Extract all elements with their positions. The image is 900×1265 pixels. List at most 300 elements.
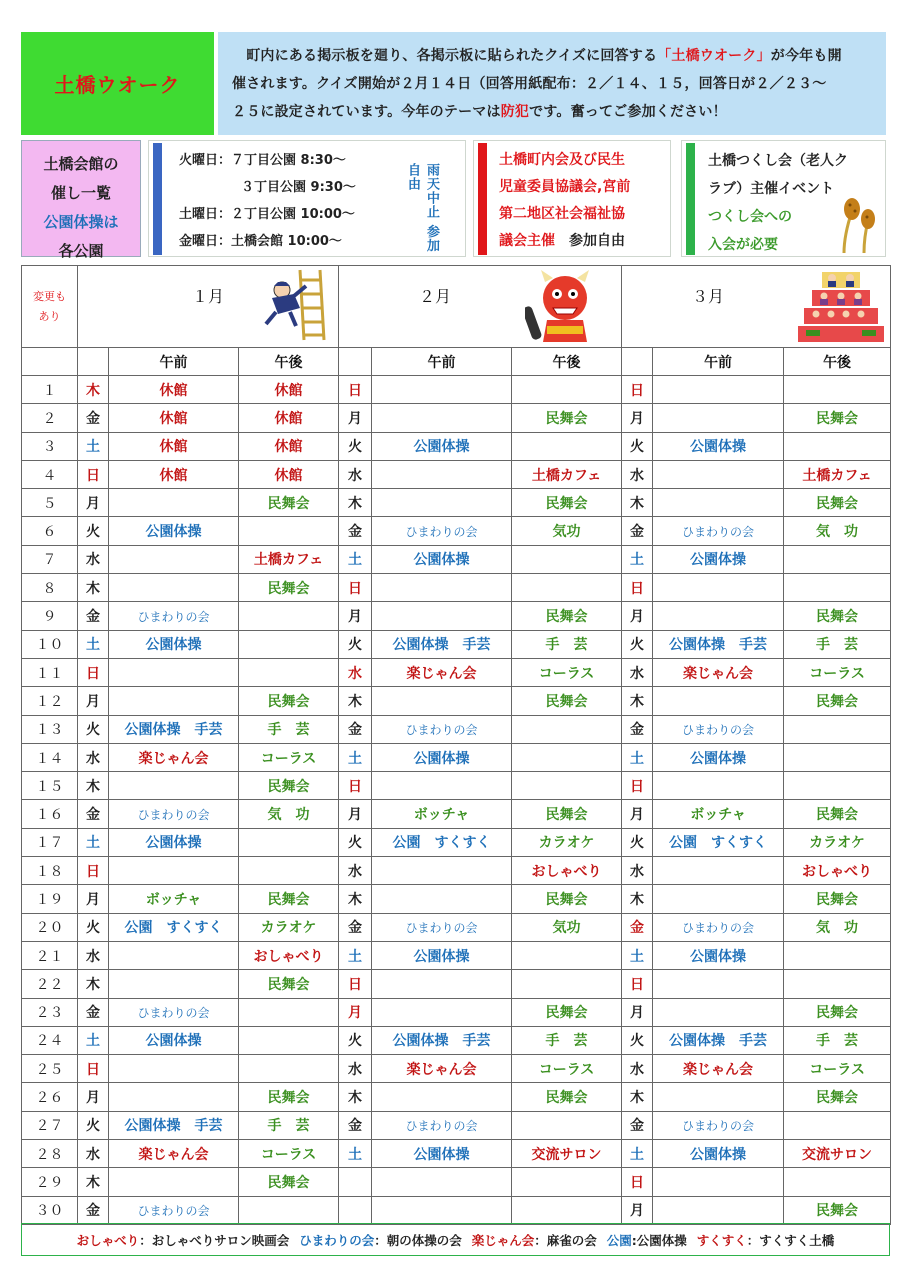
weekday: 金: [78, 602, 109, 630]
weekday: 月: [78, 687, 109, 715]
event-pm: 手 芸: [784, 630, 891, 658]
weekday: 月: [622, 800, 653, 828]
event-pm: 休館: [239, 404, 339, 432]
weekday: 木: [339, 687, 372, 715]
weekday: [339, 1196, 372, 1224]
event-pm: 気 功: [784, 913, 891, 941]
event-pm: 民舞会: [239, 1083, 339, 1111]
weekday: 金: [339, 715, 372, 743]
event-am: [109, 970, 239, 998]
day-number: ９: [22, 602, 78, 630]
weekday: 金: [622, 517, 653, 545]
event-am: ひまわりの会: [372, 517, 512, 545]
table-row: [22, 687, 891, 715]
weekday: 木: [78, 574, 109, 602]
legend-desc: ：おしゃべりサロン映画会: [139, 1232, 290, 1248]
event-pm: 民舞会: [239, 489, 339, 517]
event-pm: [784, 772, 891, 800]
event-am: [109, 772, 239, 800]
event-am: [372, 602, 512, 630]
weekday: 火: [622, 630, 653, 658]
event-am: [653, 1083, 784, 1111]
event-pm: [239, 658, 339, 686]
weekday: 金: [339, 913, 372, 941]
event-pm: [784, 574, 891, 602]
event-am: [372, 885, 512, 913]
event-title: 土橋ウオーク: [21, 32, 214, 135]
legend-item: [299, 1231, 462, 1249]
event-am: 公園体操: [653, 941, 784, 969]
table-row: [22, 1083, 891, 1111]
event-pm: 気 功: [239, 800, 339, 828]
weekday: 月: [622, 602, 653, 630]
legend-desc: :公園体操: [631, 1232, 687, 1248]
day-number: １: [22, 376, 78, 404]
calendar-subheader: [22, 348, 891, 376]
event-pm: 民舞会: [784, 404, 891, 432]
weekday: 土: [339, 1140, 372, 1168]
event-am: [372, 687, 512, 715]
event-am: 楽じゃん会: [653, 1055, 784, 1083]
weekday: 月: [622, 404, 653, 432]
event-pm: 手 芸: [239, 1111, 339, 1139]
event-am: 楽じゃん会: [109, 1140, 239, 1168]
weekday: 土: [622, 1140, 653, 1168]
table-row: [22, 432, 891, 460]
weekday: 水: [622, 857, 653, 885]
weekday: 金: [78, 998, 109, 1026]
event-pm: 土橋カフェ: [239, 545, 339, 573]
legend-term: ひまわりの会: [299, 1232, 375, 1248]
legend-term: おしゃべり: [76, 1232, 140, 1248]
am-header: 午前: [109, 348, 239, 376]
event-pm: おしゃべり: [784, 857, 891, 885]
weekday: 金: [78, 1196, 109, 1224]
weekday: 木: [78, 970, 109, 998]
weekday: 日: [622, 376, 653, 404]
day-number: ２８: [22, 1140, 78, 1168]
weekday: 金: [339, 517, 372, 545]
event-am: 公園 すくすく: [372, 828, 512, 856]
am-header: 午前: [653, 348, 784, 376]
weekday: 月: [339, 998, 372, 1026]
event-pm: 民舞会: [512, 602, 622, 630]
event-pm: 民舞会: [784, 602, 891, 630]
event-am: [653, 602, 784, 630]
event-am: [372, 460, 512, 488]
table-row: [22, 517, 891, 545]
weekday: 日: [78, 857, 109, 885]
event-am: 公園体操: [372, 941, 512, 969]
event-pm: [512, 970, 622, 998]
event-am: 休館: [109, 460, 239, 488]
event-am: 公園体操 手芸: [372, 630, 512, 658]
table-row: [22, 460, 891, 488]
legend-desc: ：すくすく土橋: [746, 1232, 835, 1248]
weekday: 火: [78, 715, 109, 743]
event-am: ひまわりの会: [372, 715, 512, 743]
event-am: 公園体操: [109, 630, 239, 658]
event-am: [109, 857, 239, 885]
event-am: 公園 すくすく: [653, 828, 784, 856]
day-number: ２: [22, 404, 78, 432]
table-row: [22, 1055, 891, 1083]
table-row: [22, 630, 891, 658]
table-row: [22, 885, 891, 913]
event-pm: おしゃべり: [239, 941, 339, 969]
event-pm: コーラス: [239, 1140, 339, 1168]
event-am: ボッチャ: [653, 800, 784, 828]
event-pm: 気功: [512, 517, 622, 545]
event-pm: おしゃべり: [512, 857, 622, 885]
event-am: ひまわりの会: [653, 913, 784, 941]
month-header-2: ２月: [339, 266, 622, 348]
day-number: １０: [22, 630, 78, 658]
weekday: 土: [339, 545, 372, 573]
event-pm: [784, 941, 891, 969]
event-pm: [512, 941, 622, 969]
weekday: 木: [622, 489, 653, 517]
event-am: 楽じゃん会: [372, 658, 512, 686]
event-description: 町内にある掲示板を廻り、各掲示板に貼られたクイズに回答する「土橋ウオーク」が今年も開 催されます。クイズ開始が２月１４日（回答用紙配布：２／１４、１５，回答日が２／２３～ ２５に設定されています。今年のテーマは防犯です。奮ってご参加ください！: [218, 32, 886, 135]
council-box: 土橋町内会及び民生 児童委員協議会,宮前 第二地区社会福祉協 議会主催 参加自由: [473, 140, 671, 257]
event-am: 公園体操: [109, 1026, 239, 1054]
event-am: [653, 574, 784, 602]
legend-term: すくすく: [696, 1232, 747, 1248]
legend-term: 公園: [606, 1232, 632, 1248]
table-row: [22, 1026, 891, 1054]
event-pm: [512, 1111, 622, 1139]
event-am: [653, 460, 784, 488]
weekday: 木: [339, 489, 372, 517]
weekday: 日: [339, 376, 372, 404]
event-pm: 民舞会: [512, 800, 622, 828]
event-am: [109, 1083, 239, 1111]
event-pm: 土橋カフェ: [784, 460, 891, 488]
weekday: 火: [78, 913, 109, 941]
day-number: ２１: [22, 941, 78, 969]
day-number: １２: [22, 687, 78, 715]
weekday: 月: [339, 602, 372, 630]
table-row: [22, 743, 891, 771]
event-pm: 手 芸: [784, 1026, 891, 1054]
weekday: 日: [622, 574, 653, 602]
exercise-schedule-box: [148, 140, 466, 257]
event-am: [653, 857, 784, 885]
weekday: 木: [78, 1168, 109, 1196]
weekday: 月: [622, 998, 653, 1026]
weekday: 金: [78, 800, 109, 828]
day-number: １５: [22, 772, 78, 800]
weekday: 水: [622, 1055, 653, 1083]
event-pm: 手 芸: [512, 630, 622, 658]
weekday: 火: [339, 630, 372, 658]
weekday: 日: [622, 1168, 653, 1196]
event-pm: 休館: [239, 460, 339, 488]
event-am: ボッチャ: [109, 885, 239, 913]
event-am: ひまわりの会: [109, 800, 239, 828]
day-number: ２５: [22, 1055, 78, 1083]
day-number: ２９: [22, 1168, 78, 1196]
legend: [21, 1223, 890, 1256]
event-am: [109, 687, 239, 715]
weekday: 木: [339, 1083, 372, 1111]
event-am: 公園体操: [372, 432, 512, 460]
table-row: [22, 998, 891, 1026]
weekday: 日: [78, 658, 109, 686]
event-am: [372, 970, 512, 998]
weekday: 月: [622, 1196, 653, 1224]
event-pm: コーラス: [512, 1055, 622, 1083]
event-pm: コーラス: [239, 743, 339, 771]
event-am: ひまわりの会: [653, 517, 784, 545]
event-am: [109, 545, 239, 573]
weekday: 水: [78, 743, 109, 771]
event-pm: [784, 545, 891, 573]
event-am: [653, 885, 784, 913]
weekday: 日: [78, 460, 109, 488]
legend-item: [607, 1231, 687, 1249]
oni-demon-icon: [525, 268, 601, 344]
event-am: [109, 489, 239, 517]
event-am: 休館: [109, 404, 239, 432]
event-pm: 民舞会: [784, 1083, 891, 1111]
event-pm: 交流サロン: [784, 1140, 891, 1168]
event-pm: [512, 743, 622, 771]
event-pm: 民舞会: [784, 885, 891, 913]
event-am: 公園体操 手芸: [372, 1026, 512, 1054]
venue-box: 土橋会館の 催し一覧 公園体操は 各公園: [21, 140, 141, 257]
weekday: 月: [78, 489, 109, 517]
day-number: ５: [22, 489, 78, 517]
event-pm: [239, 828, 339, 856]
pm-header: 午後: [784, 348, 891, 376]
event-am: 休館: [109, 376, 239, 404]
event-am: [372, 1196, 512, 1224]
event-pm: [239, 602, 339, 630]
day-number: ４: [22, 460, 78, 488]
pm-header: 午後: [512, 348, 622, 376]
day-number: １３: [22, 715, 78, 743]
event-pm: カラオケ: [784, 828, 891, 856]
event-pm: 気功: [512, 913, 622, 941]
day-number: ２７: [22, 1111, 78, 1139]
event-am: [653, 687, 784, 715]
weekday: 火: [339, 828, 372, 856]
weekday: 土: [622, 545, 653, 573]
event-am: [372, 376, 512, 404]
am-header: 午前: [372, 348, 512, 376]
weekday: 水: [339, 460, 372, 488]
weekday: 金: [339, 1111, 372, 1139]
event-am: [372, 1168, 512, 1196]
day-number: ２４: [22, 1026, 78, 1054]
schedule-list: 火曜日：７丁目公園 8:30～ ３丁目公園 9:30～ 土曜日：２丁目公園 10:00～ 金曜日：土橋会館 10:00～: [179, 153, 356, 249]
event-pm: コーラス: [784, 1055, 891, 1083]
table-row: [22, 715, 891, 743]
event-pm: 交流サロン: [512, 1140, 622, 1168]
weekday: 日: [622, 772, 653, 800]
weekday: 日: [339, 574, 372, 602]
weekday: 木: [622, 1083, 653, 1111]
day-number: ２６: [22, 1083, 78, 1111]
event-pm: 民舞会: [784, 1196, 891, 1224]
event-pm: 民舞会: [512, 998, 622, 1026]
change-note: 変更もあり: [22, 266, 78, 348]
event-am: ひまわりの会: [372, 913, 512, 941]
weekday: 水: [339, 658, 372, 686]
table-row: [22, 376, 891, 404]
weekday: 火: [622, 828, 653, 856]
table-row: [22, 828, 891, 856]
weekday: 水: [78, 941, 109, 969]
weekday: 木: [339, 885, 372, 913]
event-am: 公園体操: [653, 743, 784, 771]
event-am: ひまわりの会: [109, 998, 239, 1026]
table-row: [22, 772, 891, 800]
event-pm: [784, 376, 891, 404]
event-am: 公園体操: [372, 1140, 512, 1168]
event-am: ひまわりの会: [372, 1111, 512, 1139]
event-am: ひまわりの会: [109, 1196, 239, 1224]
event-pm: 手 芸: [239, 715, 339, 743]
event-am: 公園体操: [653, 545, 784, 573]
weekday: 土: [622, 743, 653, 771]
weekday: 金: [78, 404, 109, 432]
event-pm: 民舞会: [239, 1168, 339, 1196]
event-am: [109, 574, 239, 602]
ninja-ladder-icon: [256, 268, 328, 342]
event-am: [109, 1168, 239, 1196]
weekday: 火: [339, 1026, 372, 1054]
event-pm: [784, 743, 891, 771]
weekday: 木: [78, 772, 109, 800]
event-pm: [784, 715, 891, 743]
table-row: [22, 1196, 891, 1224]
event-pm: 民舞会: [784, 489, 891, 517]
day-number: １６: [22, 800, 78, 828]
event-pm: [512, 1196, 622, 1224]
event-am: [372, 489, 512, 517]
weekday: 日: [622, 970, 653, 998]
day-number: ８: [22, 574, 78, 602]
table-row: [22, 489, 891, 517]
event-am: 公園体操: [109, 828, 239, 856]
club-box: 土橋つくし会（老人ク ラブ）主催イベント つくし会への 入会が必要: [681, 140, 886, 257]
table-row: [22, 800, 891, 828]
weekday: 水: [78, 545, 109, 573]
hina-dolls-icon: [798, 268, 884, 344]
pm-header: 午後: [239, 348, 339, 376]
day-number: １８: [22, 857, 78, 885]
event-pm: 民舞会: [239, 772, 339, 800]
weekday: 土: [78, 432, 109, 460]
event-pm: 民舞会: [512, 404, 622, 432]
weekday: 火: [78, 517, 109, 545]
table-row: [22, 658, 891, 686]
table-row: [22, 970, 891, 998]
weekday: 月: [78, 1083, 109, 1111]
weekday: 月: [339, 404, 372, 432]
event-am: [372, 772, 512, 800]
event-pm: 民舞会: [784, 998, 891, 1026]
event-pm: [512, 574, 622, 602]
event-pm: [784, 1111, 891, 1139]
weekday: 金: [622, 1111, 653, 1139]
event-pm: [512, 376, 622, 404]
event-pm: 民舞会: [239, 970, 339, 998]
weekday: 木: [622, 687, 653, 715]
event-am: [372, 574, 512, 602]
event-am: 公園体操: [653, 432, 784, 460]
event-pm: [239, 1196, 339, 1224]
event-pm: カラオケ: [239, 913, 339, 941]
event-pm: 手 芸: [512, 1026, 622, 1054]
event-am: [653, 1196, 784, 1224]
event-am: ひまわりの会: [653, 715, 784, 743]
weekday: 火: [78, 1111, 109, 1139]
table-row: [22, 574, 891, 602]
event-am: [372, 998, 512, 1026]
table-row: [22, 857, 891, 885]
event-calendar: [21, 265, 891, 1225]
legend-item: [697, 1231, 835, 1249]
event-am: 楽じゃん会: [653, 658, 784, 686]
event-am: [372, 404, 512, 432]
event-am: ひまわりの会: [109, 602, 239, 630]
event-pm: [239, 517, 339, 545]
table-row: [22, 545, 891, 573]
event-am: [653, 489, 784, 517]
table-row: [22, 1140, 891, 1168]
event-pm: [784, 1168, 891, 1196]
weekday: 水: [339, 1055, 372, 1083]
event-pm: [239, 1026, 339, 1054]
weekday: 金: [622, 913, 653, 941]
event-pm: [784, 432, 891, 460]
month-header-3: ３月: [622, 266, 891, 348]
weekday: 火: [622, 432, 653, 460]
weekday: 土: [78, 630, 109, 658]
tsukushi-sprout-icon: [830, 197, 880, 255]
event-pm: 民舞会: [239, 687, 339, 715]
event-am: 公園体操: [653, 1140, 784, 1168]
weekday: 土: [339, 941, 372, 969]
legend-desc: ：麻雀の会: [534, 1232, 597, 1248]
event-am: 公園体操: [109, 517, 239, 545]
event-pm: 民舞会: [512, 687, 622, 715]
day-number: ２３: [22, 998, 78, 1026]
table-row: [22, 913, 891, 941]
event-pm: [512, 1168, 622, 1196]
event-am: 公園体操: [372, 545, 512, 573]
event-pm: 民舞会: [512, 489, 622, 517]
event-pm: 土橋カフェ: [512, 460, 622, 488]
weekday: 水: [622, 658, 653, 686]
weekday: [339, 1168, 372, 1196]
day-number: １４: [22, 743, 78, 771]
weekday: 水: [622, 460, 653, 488]
event-pm: [512, 432, 622, 460]
event-pm: 休館: [239, 376, 339, 404]
month-header-1: １月: [78, 266, 339, 348]
event-am: [372, 1083, 512, 1111]
table-row: [22, 1111, 891, 1139]
event-pm: [239, 998, 339, 1026]
table-row: [22, 941, 891, 969]
event-pm: [512, 545, 622, 573]
weekday: 火: [622, 1026, 653, 1054]
